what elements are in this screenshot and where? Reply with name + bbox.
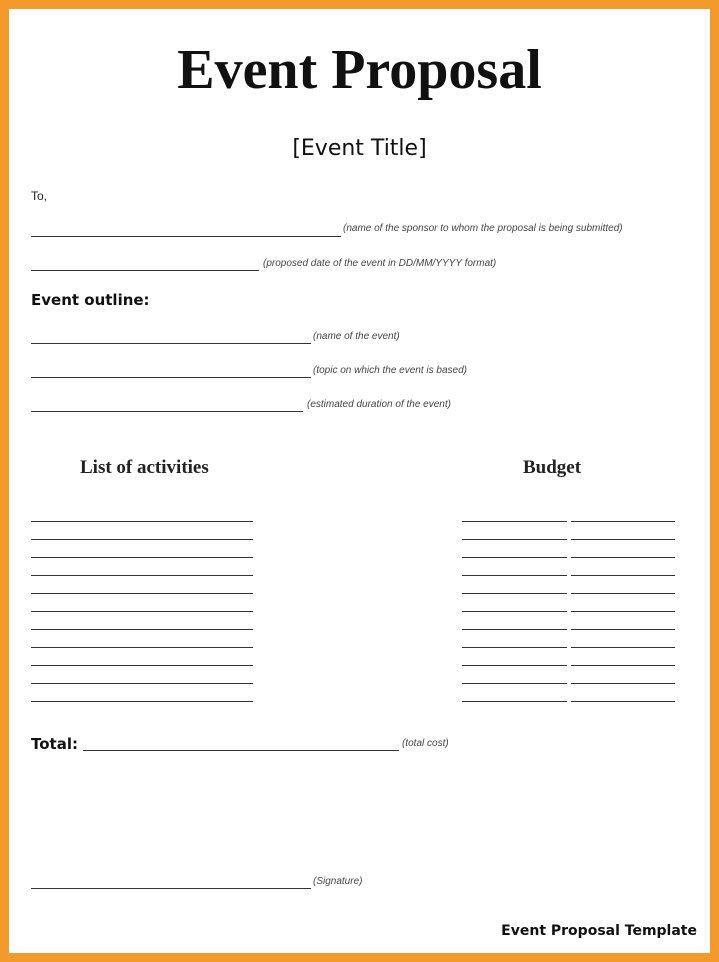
activity-line bbox=[31, 611, 253, 612]
event-name-hint: (name of the event) bbox=[313, 331, 400, 342]
document-title: Event Proposal bbox=[177, 39, 542, 101]
to-label: To, bbox=[31, 189, 48, 203]
signature-hint: (Signature) bbox=[313, 876, 363, 887]
budget-line bbox=[462, 647, 567, 648]
activity-line bbox=[31, 593, 253, 594]
budget-line bbox=[462, 521, 567, 522]
total-hint: (total cost) bbox=[402, 738, 449, 749]
date-line bbox=[31, 270, 259, 271]
activity-line bbox=[31, 521, 253, 522]
budget-line bbox=[571, 593, 675, 594]
signature-line bbox=[31, 888, 311, 889]
budget-line bbox=[462, 701, 567, 702]
budget-line bbox=[571, 611, 675, 612]
date-hint: (proposed date of the event in DD/MM/YYYY format) bbox=[263, 258, 497, 269]
budget-line bbox=[571, 683, 675, 684]
sponsor-line bbox=[31, 236, 341, 237]
activity-line bbox=[31, 647, 253, 648]
budget-line bbox=[571, 557, 675, 558]
budget-line bbox=[571, 521, 675, 522]
event-name-line bbox=[31, 343, 311, 344]
budget-line bbox=[462, 557, 567, 558]
budget-line bbox=[571, 665, 675, 666]
budget-line bbox=[462, 575, 567, 576]
budget-line bbox=[462, 629, 567, 630]
budget-line bbox=[571, 629, 675, 630]
budget-line bbox=[571, 539, 675, 540]
budget-line bbox=[462, 683, 567, 684]
footer-label: Event Proposal Template bbox=[501, 923, 697, 939]
budget-line bbox=[571, 647, 675, 648]
activity-line bbox=[31, 539, 253, 540]
sponsor-hint: (name of the sponsor to whom the proposal is being submitted) bbox=[343, 223, 623, 234]
activity-line bbox=[31, 575, 253, 576]
total-line bbox=[83, 750, 399, 751]
activity-line bbox=[31, 557, 253, 558]
budget-line bbox=[462, 593, 567, 594]
event-title: [Event Title] bbox=[292, 136, 427, 161]
activity-line bbox=[31, 629, 253, 630]
budget-line bbox=[462, 611, 567, 612]
topic-hint: (topic on which the event is based) bbox=[313, 365, 467, 376]
budget-heading: Budget bbox=[523, 457, 582, 478]
activity-line bbox=[31, 665, 253, 666]
activities-heading: List of activities bbox=[80, 457, 209, 478]
budget-line bbox=[571, 701, 675, 702]
budget-line bbox=[462, 665, 567, 666]
budget-line bbox=[462, 539, 567, 540]
total-label: Total: bbox=[31, 735, 78, 753]
activity-line bbox=[31, 683, 253, 684]
activity-line bbox=[31, 701, 253, 702]
topic-line bbox=[31, 377, 311, 378]
budget-line bbox=[571, 575, 675, 576]
event-outline-label: Event outline: bbox=[31, 291, 150, 309]
duration-hint: (estimated duration of the event) bbox=[307, 399, 451, 410]
duration-line bbox=[31, 411, 303, 412]
